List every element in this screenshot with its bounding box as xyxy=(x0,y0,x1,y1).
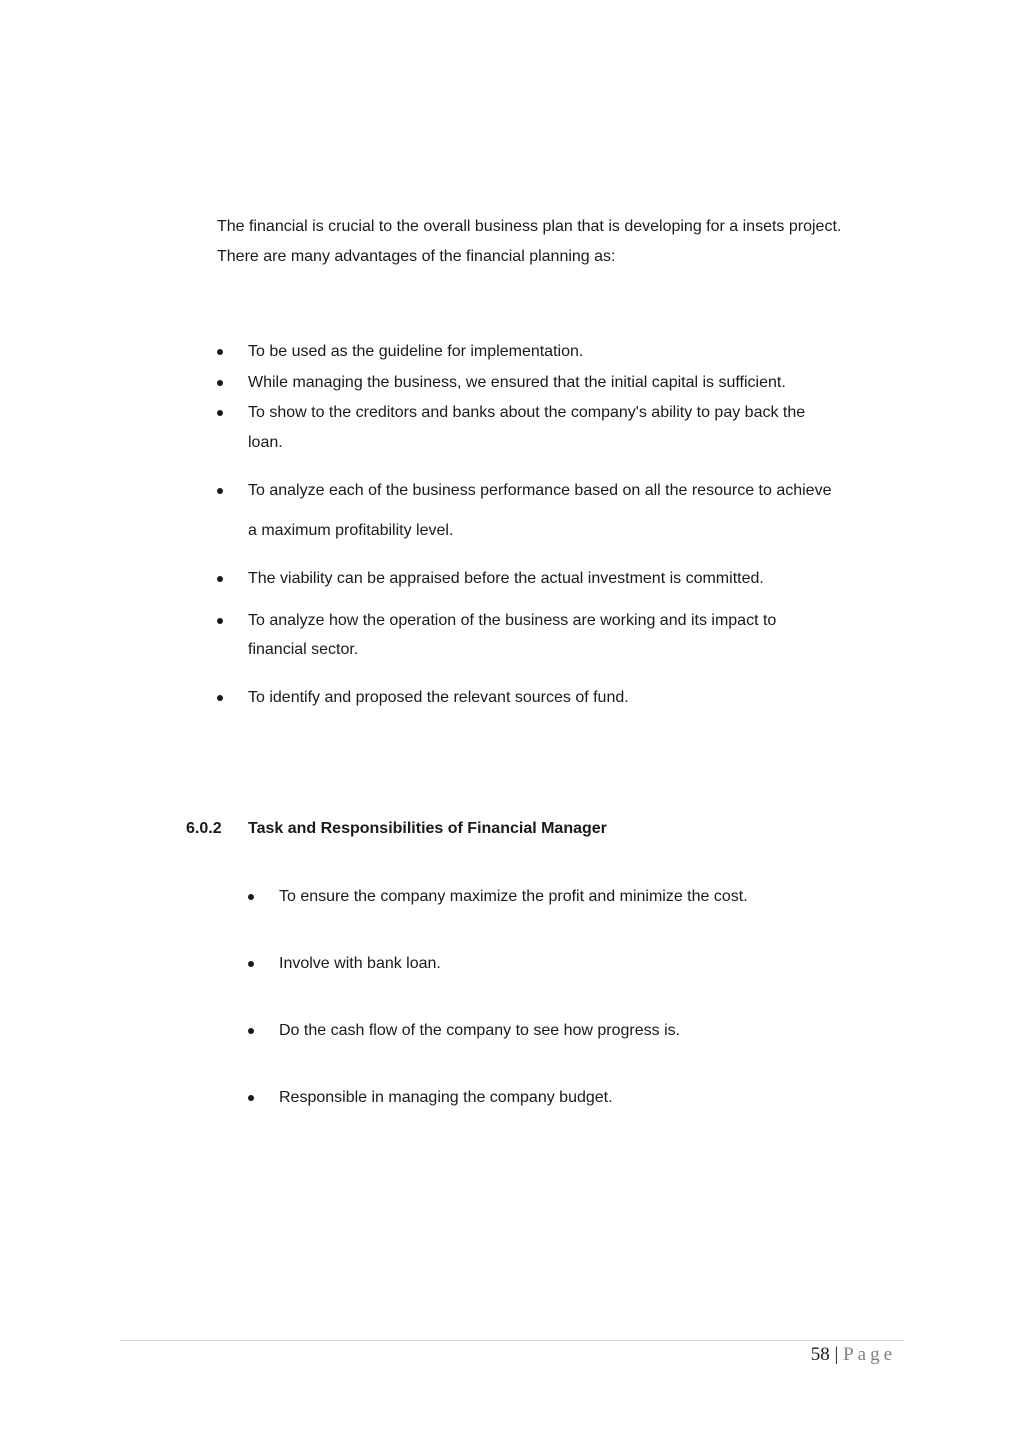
list-item-continuation: financial sector. xyxy=(248,641,359,658)
intro-line-2: There are many advantages of the financial planning as: xyxy=(217,248,616,265)
bullet-icon xyxy=(248,894,254,900)
bullet-icon xyxy=(217,576,223,582)
bullet-icon xyxy=(217,410,223,416)
list-item: Involve with bank loan. xyxy=(279,955,441,972)
list-item: To show to the creditors and banks about the company's ability to pay back the xyxy=(248,404,806,421)
list-item: To analyze each of the business performance based on all the resource to achieve xyxy=(248,482,832,499)
page-footer xyxy=(811,1345,896,1364)
bullet-icon xyxy=(217,380,223,386)
bullet-icon xyxy=(217,618,223,624)
list-item: To ensure the company maximize the profit and minimize the cost. xyxy=(279,888,748,905)
list-item: To analyze how the operation of the business are working and its impact to xyxy=(248,612,777,629)
section-number: 6.0.2 xyxy=(186,820,222,837)
bullet-icon xyxy=(248,1028,254,1034)
list-item-continuation: a maximum profitability level. xyxy=(248,522,454,539)
list-item: To be used as the guideline for implementation. xyxy=(248,343,584,360)
page-separator: | xyxy=(834,1344,839,1365)
list-item: Responsible in managing the company budget. xyxy=(279,1089,613,1106)
page-number: 58 xyxy=(810,1344,830,1365)
list-item-continuation: loan. xyxy=(248,434,283,451)
list-item: The viability can be appraised before the actual investment is committed. xyxy=(248,570,764,587)
list-item: To identify and proposed the relevant sources of fund. xyxy=(248,689,629,706)
bullet-icon xyxy=(217,695,223,701)
bullet-icon xyxy=(248,961,254,967)
list-item: Do the cash flow of the company to see how progress is. xyxy=(279,1022,681,1039)
bullet-icon xyxy=(217,488,223,494)
footer-divider xyxy=(120,1340,904,1341)
bullet-icon xyxy=(248,1095,254,1101)
page-label: Page xyxy=(843,1344,896,1365)
list-item: While managing the business, we ensured that the initial capital is sufficient. xyxy=(248,374,786,391)
bullet-icon xyxy=(217,349,223,355)
intro-line-1: The financial is crucial to the overall business plan that is developing for a insets project. xyxy=(217,218,842,235)
section-title: Task and Responsibilities of Financial Manager xyxy=(248,820,607,837)
